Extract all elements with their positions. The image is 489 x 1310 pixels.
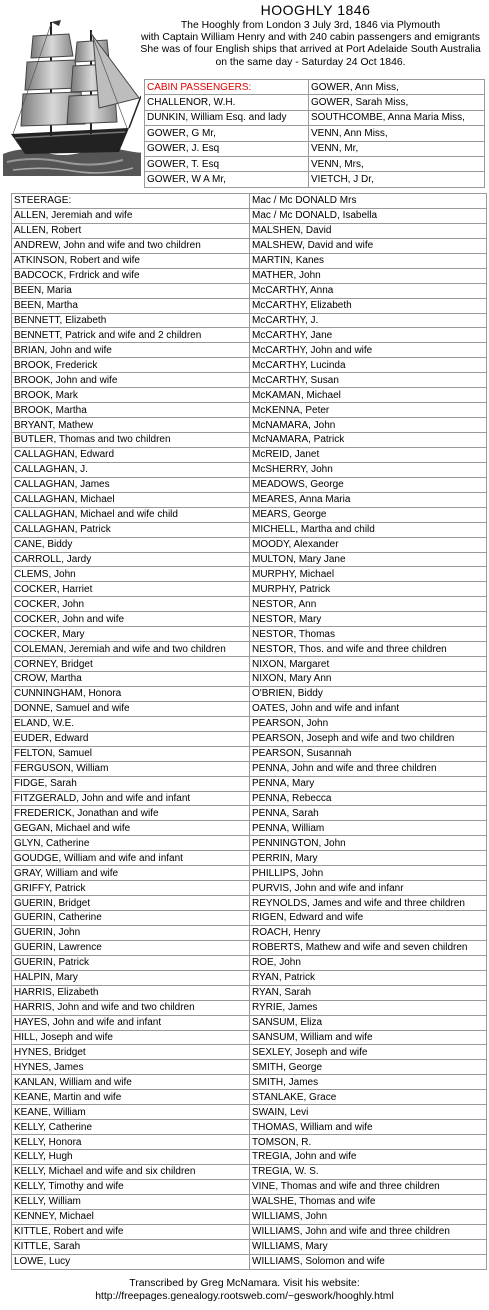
passenger-cell: CALLAGHAN, Michael <box>12 492 250 507</box>
passenger-cell: CANE, Biddy <box>12 537 250 552</box>
passenger-cell: EUDER, Edward <box>12 731 250 746</box>
passenger-cell: MATHER, John <box>250 268 487 283</box>
website-link[interactable]: http://freepages.genealogy.rootsweb.com/~geswork/hooghly.html <box>95 1291 394 1302</box>
steerage-passengers-table <box>11 193 487 1270</box>
passenger-cell: MEADOWS, George <box>250 477 487 492</box>
passenger-cell: WILLIAMS, Mary <box>250 1239 487 1254</box>
passenger-cell: McCARTHY, John and wife <box>250 343 487 358</box>
table-row <box>12 447 487 462</box>
passenger-cell: MURPHY, Patrick <box>250 582 487 597</box>
intro-line: The Hooghly from London 3 July 3rd, 1846 via Plymouth <box>180 20 441 31</box>
passenger-cell: ALLEN, Robert <box>12 223 250 238</box>
passenger-cell: KEANE, Martin and wife <box>12 1090 250 1105</box>
passenger-cell: MEARS, George <box>250 507 487 522</box>
passenger-cell: WILLIAMS, John <box>250 1209 487 1224</box>
passenger-cell: ROE, John <box>250 955 487 970</box>
passenger-cell: VINE, Thomas and wife and three children <box>250 1179 487 1194</box>
table-row <box>12 642 487 657</box>
table-row <box>12 1015 487 1030</box>
table-row <box>12 1254 487 1269</box>
passenger-cell: NESTOR, Mary <box>250 612 487 627</box>
intro-line: with Captain William Henry and with 240 cabin passengers and emigrants <box>140 32 481 44</box>
table-row <box>12 851 487 866</box>
passenger-cell: CLEMS, John <box>12 567 250 582</box>
passenger-cell: PEARSON, Susannah <box>250 746 487 761</box>
passenger-cell: PENNA, Sarah <box>250 806 487 821</box>
passenger-cell: MULTON, Mary Jane <box>250 552 487 567</box>
passenger-cell: McCARTHY, Anna <box>250 283 487 298</box>
passenger-cell: NIXON, Mary Ann <box>250 672 487 687</box>
table-row <box>12 462 487 477</box>
passenger-cell: KELLY, Timothy and wife <box>12 1179 250 1194</box>
passenger-cell: McKAMAN, Michael <box>250 388 487 403</box>
passenger-cell: BROOK, Martha <box>12 403 250 418</box>
table-row <box>12 1075 487 1090</box>
table-row <box>12 761 487 776</box>
table-row <box>12 328 487 343</box>
passenger-cell: FIDGE, Sarah <box>12 776 250 791</box>
passenger-cell: GOUDGE, William and wife and infant <box>12 851 250 866</box>
passenger-cell: HALPIN, Mary <box>12 970 250 985</box>
table-row <box>12 537 487 552</box>
passenger-cell: FERGUSON, William <box>12 761 250 776</box>
table-row <box>12 373 487 388</box>
table-row <box>145 95 485 110</box>
passenger-cell: BRYANT, Mathew <box>12 418 250 433</box>
table-row <box>12 686 487 701</box>
table-row <box>12 776 487 791</box>
passenger-cell: CORNEY, Bridget <box>12 657 250 672</box>
table-row <box>12 791 487 806</box>
page-title: HOOGHLY 1846 <box>260 2 371 18</box>
passenger-cell: Mac / Mc DONALD Mrs <box>250 194 487 209</box>
passenger-cell: RYAN, Sarah <box>250 985 487 1000</box>
table-row <box>12 597 487 612</box>
table-row <box>145 126 485 141</box>
passenger-cell: PENNA, John and wife and three children <box>250 761 487 776</box>
passenger-cell: VENN, Mr, <box>309 141 485 156</box>
table-row <box>12 1194 487 1209</box>
table-row <box>12 567 487 582</box>
table-row <box>12 1164 487 1179</box>
passenger-cell: BROOK, John and wife <box>12 373 250 388</box>
table-row <box>12 208 487 223</box>
table-row <box>12 492 487 507</box>
passenger-cell: CALLAGHAN, J. <box>12 462 250 477</box>
passenger-cell: LOWE, Lucy <box>12 1254 250 1269</box>
passenger-cell: McSHERRY, John <box>250 462 487 477</box>
passenger-cell: McCARTHY, J. <box>250 313 487 328</box>
passenger-cell: DONNE, Samuel and wife <box>12 701 250 716</box>
passenger-cell: GUERIN, John <box>12 925 250 940</box>
table-row <box>12 253 487 268</box>
passenger-cell: KEANE, William <box>12 1105 250 1120</box>
credit-line: Transcribed by Greg McNamara. Visit his website: <box>129 1278 360 1289</box>
passenger-cell: RYAN, Patrick <box>250 970 487 985</box>
table-row <box>12 477 487 492</box>
passenger-cell: KELLY, Catherine <box>12 1120 250 1135</box>
passenger-cell: TOMSON, R. <box>250 1135 487 1150</box>
passenger-cell: CALLAGHAN, Edward <box>12 447 250 462</box>
passenger-cell: KELLY, Honora <box>12 1135 250 1150</box>
table-row <box>12 1135 487 1150</box>
passenger-cell: BROOK, Frederick <box>12 358 250 373</box>
table-row <box>12 582 487 597</box>
table-row <box>12 1120 487 1135</box>
passenger-cell: BENNETT, Elizabeth <box>12 313 250 328</box>
passenger-cell: Mac / Mc DONALD, Isabella <box>250 208 487 223</box>
cabin-passengers-table <box>144 79 485 188</box>
passenger-cell: MOODY, Alexander <box>250 537 487 552</box>
table-row <box>12 194 487 209</box>
table-row <box>12 433 487 448</box>
passenger-cell: GOWER, Sarah Miss, <box>309 95 485 110</box>
intro-line: She was of four English ships that arrived at Port Adelaide South Australia <box>140 44 481 56</box>
passenger-cell: FITZGERALD, John and wife and infant <box>12 791 250 806</box>
passenger-cell: BRIAN, John and wife <box>12 343 250 358</box>
cabin-heading: CABIN PASSENGERS: <box>145 80 309 95</box>
passenger-cell: McCARTHY, Elizabeth <box>250 298 487 313</box>
passenger-cell: McCARTHY, Jane <box>250 328 487 343</box>
passenger-cell: GUERIN, Bridget <box>12 896 250 911</box>
passenger-cell: COLEMAN, Jeremiah and wife and two children <box>12 642 250 657</box>
passenger-cell: STEERAGE: <box>12 194 250 209</box>
passenger-cell: BROOK, Mark <box>12 388 250 403</box>
passenger-cell: MURPHY, Michael <box>250 567 487 582</box>
passenger-cell: CROW, Martha <box>12 672 250 687</box>
passenger-cell: HARRIS, Elizabeth <box>12 985 250 1000</box>
passenger-cell: CUNNINGHAM, Honora <box>12 686 250 701</box>
passenger-cell: PENNINGTON, John <box>250 836 487 851</box>
passenger-cell: GEGAN, Michael and wife <box>12 821 250 836</box>
passenger-cell: THOMAS, William and wife <box>250 1120 487 1135</box>
passenger-cell: HAYES, John and wife and infant <box>12 1015 250 1030</box>
table-row <box>12 507 487 522</box>
passenger-cell: KANLAN, William and wife <box>12 1075 250 1090</box>
table-row <box>12 313 487 328</box>
passenger-cell: RIGEN, Edward and wife <box>250 911 487 926</box>
passenger-cell: TREGIA, W. S. <box>250 1164 487 1179</box>
passenger-cell: McCARTHY, Lucinda <box>250 358 487 373</box>
table-row <box>12 238 487 253</box>
passenger-cell: HYNES, James <box>12 1060 250 1075</box>
table-row <box>12 955 487 970</box>
passenger-cell: McNAMARA, John <box>250 418 487 433</box>
sailing-ship-illustration <box>3 16 141 176</box>
passenger-cell: GOWER, J. Esq <box>145 141 309 156</box>
passenger-cell: McNAMARA, Patrick <box>250 433 487 448</box>
passenger-cell: OATES, John and wife and infant <box>250 701 487 716</box>
passenger-cell: McKENNA, Peter <box>250 403 487 418</box>
passenger-cell: SOUTHCOMBE, Anna Maria Miss, <box>309 110 485 125</box>
passenger-cell: KELLY, William <box>12 1194 250 1209</box>
table-row <box>145 156 485 171</box>
transcription-credit <box>0 1277 489 1303</box>
passenger-cell: SANSUM, Eliza <box>250 1015 487 1030</box>
intro-line: on the same day - Saturday 24 Oct 1846. <box>215 56 406 68</box>
passenger-cell: WALSHE, Thomas and wife <box>250 1194 487 1209</box>
passenger-cell: RYRIE, James <box>250 1000 487 1015</box>
passenger-cell: GOWER, G Mr, <box>145 126 309 141</box>
table-row <box>12 388 487 403</box>
passenger-cell: SMITH, James <box>250 1075 487 1090</box>
table-row <box>12 627 487 642</box>
passenger-cell: COCKER, John and wife <box>12 612 250 627</box>
table-row <box>12 298 487 313</box>
passenger-cell: ATKINSON, Robert and wife <box>12 253 250 268</box>
table-row <box>12 522 487 537</box>
table-row <box>12 552 487 567</box>
passenger-cell: GUERIN, Lawrence <box>12 940 250 955</box>
passenger-cell: GOWER, T. Esq <box>145 156 309 171</box>
passenger-cell: HILL, Joseph and wife <box>12 1030 250 1045</box>
table-row <box>12 1030 487 1045</box>
table-row <box>12 1179 487 1194</box>
passenger-cell: SEXLEY, Joseph and wife <box>250 1045 487 1060</box>
table-row <box>12 821 487 836</box>
table-row <box>12 836 487 851</box>
passenger-cell: WILLIAMS, Solomon and wife <box>250 1254 487 1269</box>
passenger-cell: McREID, Janet <box>250 447 487 462</box>
table-row <box>12 358 487 373</box>
table-row <box>12 1224 487 1239</box>
passenger-cell: BEEN, Martha <box>12 298 250 313</box>
passenger-cell: ELAND, W.E. <box>12 716 250 731</box>
passenger-cell: KELLY, Hugh <box>12 1150 250 1165</box>
table-row <box>12 940 487 955</box>
passenger-cell: KITTLE, Sarah <box>12 1239 250 1254</box>
passenger-cell: BUTLER, Thomas and two children <box>12 433 250 448</box>
voyage-description <box>132 20 489 69</box>
table-row <box>12 911 487 926</box>
table-row <box>12 1239 487 1254</box>
table-row <box>12 1090 487 1105</box>
passenger-cell: CALLAGHAN, Patrick <box>12 522 250 537</box>
passenger-cell: PEARSON, John <box>250 716 487 731</box>
passenger-cell: TREGIA, John and wife <box>250 1150 487 1165</box>
passenger-cell: SANSUM, William and wife <box>250 1030 487 1045</box>
passenger-cell: KITTLE, Robert and wife <box>12 1224 250 1239</box>
passenger-cell: COCKER, John <box>12 597 250 612</box>
passenger-cell: SWAIN, Levi <box>250 1105 487 1120</box>
passenger-cell: ALLEN, Jeremiah and wife <box>12 208 250 223</box>
passenger-cell: STANLAKE, Grace <box>250 1090 487 1105</box>
passenger-cell: MEARES, Anna Maria <box>250 492 487 507</box>
passenger-cell: REYNOLDS, James and wife and three children <box>250 896 487 911</box>
passenger-cell: MALSHEN, David <box>250 223 487 238</box>
passenger-cell: CARROLL, Jardy <box>12 552 250 567</box>
table-row <box>12 1209 487 1224</box>
passenger-cell: WILLIAMS, John and wife and three children <box>250 1224 487 1239</box>
passenger-cell: ROBERTS, Mathew and wife and seven children <box>250 940 487 955</box>
passenger-cell: COCKER, Mary <box>12 627 250 642</box>
passenger-cell: PERRIN, Mary <box>250 851 487 866</box>
passenger-cell: NIXON, Margaret <box>250 657 487 672</box>
passenger-cell: O'BRIEN, Biddy <box>250 686 487 701</box>
passenger-cell: CALLAGHAN, James <box>12 477 250 492</box>
passenger-cell: GOWER, W A Mr, <box>145 172 309 187</box>
passenger-cell: GUERIN, Patrick <box>12 955 250 970</box>
passenger-cell: MALSHEW, David and wife <box>250 238 487 253</box>
passenger-cell: GRIFFY, Patrick <box>12 881 250 896</box>
passenger-cell: PENNA, Mary <box>250 776 487 791</box>
table-row <box>12 283 487 298</box>
table-row <box>12 1150 487 1165</box>
passenger-cell: KENNEY, Michael <box>12 1209 250 1224</box>
passenger-cell: HYNES, Bridget <box>12 1045 250 1060</box>
table-row <box>12 223 487 238</box>
passenger-cell: NESTOR, Thomas <box>250 627 487 642</box>
passenger-cell: VIETCH, J Dr, <box>309 172 485 187</box>
table-row <box>12 716 487 731</box>
passenger-cell: SMITH, George <box>250 1060 487 1075</box>
table-row <box>12 1105 487 1120</box>
table-row <box>12 985 487 1000</box>
table-row <box>12 1000 487 1015</box>
table-row <box>12 403 487 418</box>
passenger-cell: GRAY, William and wife <box>12 866 250 881</box>
table-row <box>12 896 487 911</box>
table-row <box>145 80 485 95</box>
passenger-cell: CALLAGHAN, Michael and wife child <box>12 507 250 522</box>
table-row <box>12 1045 487 1060</box>
table-row <box>12 268 487 283</box>
table-row <box>12 881 487 896</box>
passenger-cell: COCKER, Harriet <box>12 582 250 597</box>
table-row <box>12 418 487 433</box>
table-row <box>12 343 487 358</box>
passenger-cell: PENNA, Rebecca <box>250 791 487 806</box>
passenger-cell: NESTOR, Thos. and wife and three children <box>250 642 487 657</box>
table-row <box>12 672 487 687</box>
passenger-cell: McCARTHY, Susan <box>250 373 487 388</box>
passenger-cell: BENNETT, Patrick and wife and 2 children <box>12 328 250 343</box>
passenger-cell: MICHELL, Martha and child <box>250 522 487 537</box>
passenger-cell: CHALLENOR, W.H. <box>145 95 309 110</box>
table-row <box>12 731 487 746</box>
table-row <box>12 970 487 985</box>
passenger-cell: PENNA, William <box>250 821 487 836</box>
passenger-cell: DUNKIN, William Esq. and lady <box>145 110 309 125</box>
table-row <box>12 866 487 881</box>
passenger-cell: KELLY, Michael and wife and six children <box>12 1164 250 1179</box>
passenger-cell: ROACH, Henry <box>250 925 487 940</box>
table-row <box>145 172 485 187</box>
passenger-cell: VENN, Mrs, <box>309 156 485 171</box>
table-row <box>12 746 487 761</box>
passenger-cell: BEEN, Maria <box>12 283 250 298</box>
passenger-cell: GOWER, Ann Miss, <box>309 80 485 95</box>
table-row <box>145 110 485 125</box>
table-row <box>12 612 487 627</box>
table-row <box>12 1060 487 1075</box>
passenger-cell: FREDERICK, Jonathan and wife <box>12 806 250 821</box>
passenger-cell: HARRIS, John and wife and two children <box>12 1000 250 1015</box>
passenger-cell: GLYN, Catherine <box>12 836 250 851</box>
table-row <box>12 925 487 940</box>
passenger-cell: VENN, Ann Miss, <box>309 126 485 141</box>
passenger-cell: FELTON, Samuel <box>12 746 250 761</box>
passenger-cell: ANDREW, John and wife and two children <box>12 238 250 253</box>
passenger-cell: MARTIN, Kanes <box>250 253 487 268</box>
table-row <box>12 806 487 821</box>
table-row <box>12 657 487 672</box>
passenger-cell: NESTOR, Ann <box>250 597 487 612</box>
passenger-cell: PURVIS, John and wife and infanr <box>250 881 487 896</box>
passenger-cell: PEARSON, Joseph and wife and two children <box>250 731 487 746</box>
table-row <box>12 701 487 716</box>
passenger-cell: PHILLIPS, John <box>250 866 487 881</box>
passenger-cell: GUERIN, Catherine <box>12 911 250 926</box>
table-row <box>145 141 485 156</box>
passenger-cell: BADCOCK, Frdrick and wife <box>12 268 250 283</box>
